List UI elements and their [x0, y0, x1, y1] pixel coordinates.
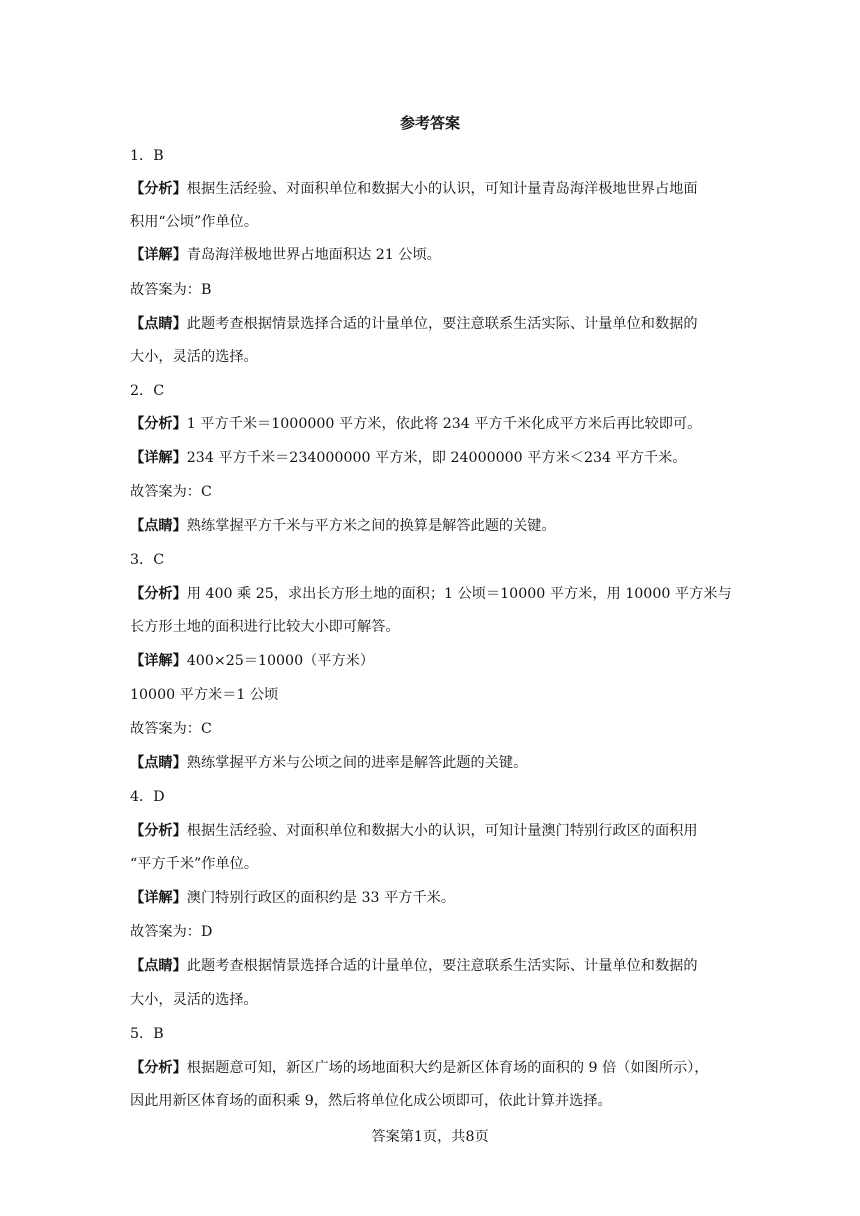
line-28: [130, 1058, 735, 1078]
line-text: 大小，灵活的选择。: [130, 349, 258, 365]
line-5: [130, 280, 735, 300]
line-text: 此题考查根据情景选择合适的计量单位，要注意联系生活实际、计量单位和数据的: [186, 316, 698, 332]
detail-tag: 【详解】: [130, 653, 187, 669]
line-text: 澳门特别行政区的面积约是 33 平方千米。: [186, 890, 456, 906]
line-14: [130, 584, 735, 604]
detail-tag: 【详解】: [130, 450, 187, 466]
line-13: [130, 550, 735, 570]
question-number: 1．B: [130, 148, 164, 164]
page-footer: 答案第1页，共8页: [371, 1129, 489, 1145]
line-1: [130, 146, 735, 166]
comment-tag: 【点睛】: [130, 755, 187, 771]
detail-tag: 【详解】: [130, 890, 187, 906]
page-title: 参考答案: [399, 114, 460, 132]
line-text: 青岛海洋极地世界占地面积达 21 公顷。: [186, 247, 441, 263]
comment-tag: 【点睛】: [130, 316, 187, 332]
analysis-tag: 【分析】: [130, 586, 187, 602]
line-24: [130, 922, 735, 942]
line-text: 因此用新区体育场的面积乘 9，然后将单位化成公顷即可，依此计算并选择。: [130, 1093, 612, 1109]
line-25: [130, 956, 735, 976]
line-text: “平方千米”作单位。: [130, 856, 259, 872]
line-2: [130, 179, 735, 199]
line-text: 400×25＝10000（平方米）: [186, 653, 375, 669]
line-21: [130, 821, 735, 841]
line-text: 根据题意可知，新区广场的场地面积大约是新区体育场的面积的 9 倍（如图所示），: [186, 1060, 709, 1076]
line-4: [130, 245, 735, 265]
line-18: [130, 719, 735, 739]
line-text: 此题考查根据情景选择合适的计量单位，要注意联系生活实际、计量单位和数据的: [186, 958, 698, 974]
line-text: 大小，灵活的选择。: [130, 992, 258, 1008]
line-6: [130, 314, 735, 334]
line-26: [130, 990, 735, 1010]
line-text: 根据生活经验、对面积单位和数据大小的认识，可知计量青岛海洋极地世界占地面: [186, 181, 698, 197]
line-text: 234 平方千米＝234000000 平方米，即 24000000 平方米＜234 平方千米。: [186, 450, 687, 466]
answer-line: 故答案为：B: [130, 282, 212, 298]
line-10: [130, 448, 735, 468]
line-12: [130, 516, 735, 536]
detail-tag: 【详解】: [130, 247, 187, 263]
analysis-tag: 【分析】: [130, 1060, 187, 1076]
line-11: [130, 482, 735, 502]
line-16: [130, 651, 735, 671]
analysis-tag: 【分析】: [130, 823, 187, 839]
line-text: 用 400 乘 25，求出长方形土地的面积；1 公顷＝10000 平方米，用 10000 平方米与: [186, 586, 732, 602]
line-7: [130, 347, 735, 367]
line-19: [130, 753, 735, 773]
line-20: [130, 787, 735, 807]
answer-line: 故答案为：C: [130, 721, 212, 737]
line-text: 10000 平方米＝1 公顷: [130, 687, 279, 703]
line-22: [130, 854, 735, 874]
comment-tag: 【点睛】: [130, 518, 187, 534]
line-9: [130, 414, 735, 434]
line-text: 根据生活经验、对面积单位和数据大小的认识，可知计量澳门特别行政区的面积用: [186, 823, 698, 839]
question-number: 4．D: [130, 789, 165, 805]
analysis-tag: 【分析】: [130, 416, 187, 432]
line-text: 熟练掌握平方千米与平方米之间的换算是解答此题的关键。: [186, 518, 556, 534]
line-29: [130, 1091, 735, 1111]
line-8: [130, 381, 735, 401]
comment-tag: 【点睛】: [130, 958, 187, 974]
question-number: 5．B: [130, 1026, 164, 1042]
line-15: [130, 617, 735, 637]
line-text: 长方形土地的面积进行比较大小即可解答。: [130, 619, 400, 635]
line-text: 1 平方千米＝1000000 平方米，依此将 234 平方千米化成平方米后再比较即可。: [186, 416, 702, 432]
line-27: [130, 1024, 735, 1044]
line-text: 积用“公顷”作单位。: [130, 214, 259, 230]
question-number: 3．C: [130, 552, 165, 568]
line-23: [130, 888, 735, 908]
line-text: 熟练掌握平方米与公顷之间的进率是解答此题的关键。: [186, 755, 528, 771]
line-3: [130, 212, 735, 232]
question-number: 2．C: [130, 383, 165, 399]
line-17: [130, 685, 735, 705]
answer-line: 故答案为：C: [130, 484, 212, 500]
analysis-tag: 【分析】: [130, 181, 187, 197]
answer-line: 故答案为：D: [130, 924, 213, 940]
